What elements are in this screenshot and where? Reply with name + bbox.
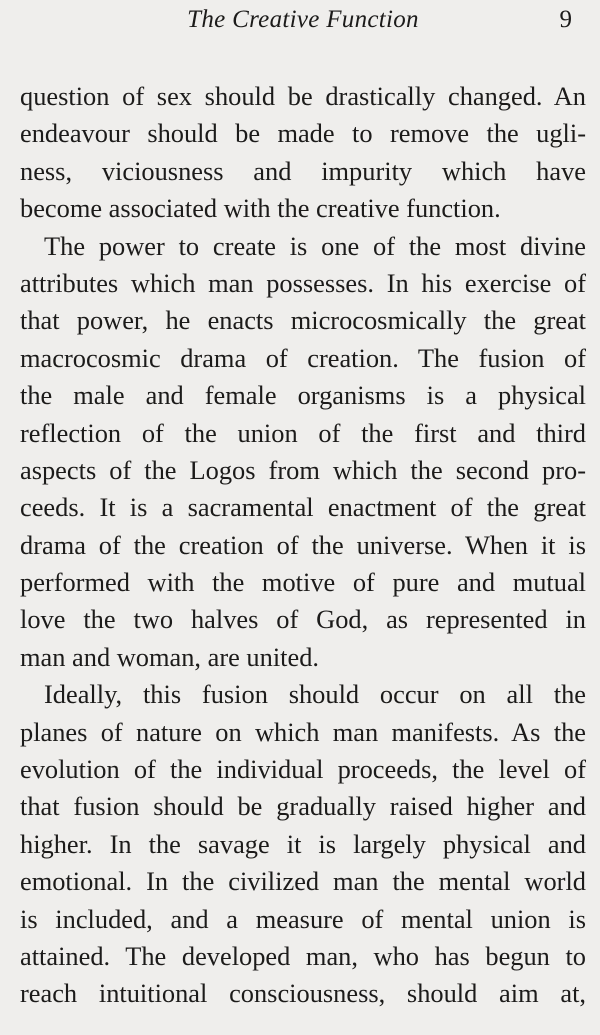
text-line: performed with the motive of pure and mutual [20, 567, 586, 598]
text-line: attained. The developed man, who has begun to [20, 940, 586, 971]
text-line: higher. In the savage it is largely physical and [20, 828, 586, 859]
text-line: emotional. In the civilized man the mental world [20, 866, 586, 897]
text-line: man and woman, are united. [20, 641, 319, 672]
paragraph-3 [20, 676, 586, 1013]
text-line: question of sex should be drastically changed. An [20, 81, 586, 111]
text-line: reflection of the union of the first and third [20, 417, 586, 448]
text-line: the male and female organisms is a physical [20, 380, 586, 411]
text-line: The power to create is one of the most divine [44, 230, 586, 261]
paragraph-1 [20, 78, 586, 228]
page-number: 9 [559, 6, 572, 33]
text-line: reach intuitional consciousness, should aim at, [20, 978, 586, 1009]
text-line: aspects of the Logos from which the second pro- [20, 454, 586, 485]
text-line: is included, and a measure of mental union is [20, 903, 586, 934]
text-line: ceeds. It is a sacramental enactment of the great [20, 492, 586, 523]
text-line: planes of nature on which man manifests. As the [20, 716, 586, 747]
running-title: The Creative Function [187, 6, 419, 33]
text-line: drama of the creation of the universe. When it is [20, 529, 586, 560]
text-line: Ideally, this fusion should occur on all the [44, 679, 586, 710]
text-line: love the two halves of God, as represented in [20, 604, 586, 635]
running-header [20, 0, 586, 40]
text-line: that power, he enacts microcosmically the great [20, 305, 586, 336]
body-text [20, 78, 586, 1013]
paragraph-2 [20, 228, 586, 677]
text-line: become associated with the creative function. [20, 193, 501, 224]
text-line: ness, viciousness and impurity which have [20, 155, 586, 186]
text-line: that fusion should be gradually raised higher and [20, 791, 586, 822]
text-line: endeavour should be made to remove the ugli- [20, 118, 586, 149]
text-line: attributes which man possesses. In his exercise of [20, 267, 586, 298]
text-line: evolution of the individual proceeds, the level of [20, 754, 586, 785]
text-line: macrocosmic drama of creation. The fusion of [20, 342, 586, 373]
